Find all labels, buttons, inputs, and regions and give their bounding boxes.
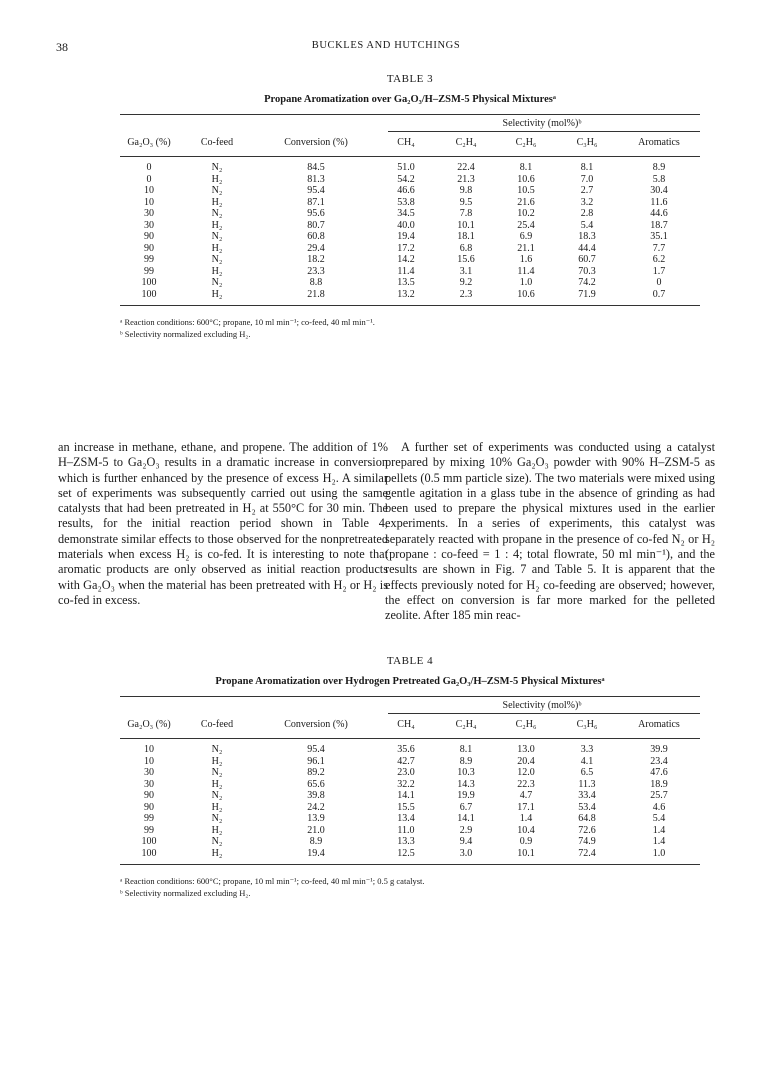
table-cell: 99 (144, 824, 154, 836)
table-cell: H₂ (211, 824, 223, 836)
selectivity-rule (388, 713, 700, 714)
table-cell: 11.6 (650, 196, 668, 208)
table-row (120, 174, 700, 186)
table-cell: 0 (146, 173, 152, 185)
selectivity-header (120, 697, 700, 715)
table-cell: 24.2 (307, 801, 325, 813)
table-cell: 6.9 (519, 231, 533, 242)
footnote-b: ᵇ Selectivity normalized excluding H₂. (120, 329, 251, 339)
table-cell: 3.3 (580, 744, 594, 755)
table-cell: H₂ (211, 288, 223, 300)
table-cell: 1.7 (652, 265, 666, 277)
table-cell: 21.6 (517, 196, 535, 208)
table-cell: 3.2 (580, 196, 594, 208)
table-cell: 18.7 (650, 219, 668, 231)
table-cell: 1.4 (652, 824, 666, 836)
table-cell: 10.1 (457, 219, 475, 231)
table-cell: 9.8 (459, 185, 473, 196)
table-cell: N₂ (211, 162, 223, 173)
table-cell: 5.4 (652, 813, 666, 824)
table-cell: 1.0 (519, 277, 533, 288)
table-cell: 4.6 (652, 801, 666, 813)
table-cell: 25.7 (650, 790, 668, 801)
table-cell: 13.4 (397, 813, 415, 824)
table-cell: 8.8 (309, 277, 323, 288)
column-header-row (120, 715, 700, 735)
table-cell: 33.4 (578, 790, 596, 801)
table-cell: 13.2 (397, 288, 415, 300)
table-cell: N₂ (211, 231, 223, 242)
column-header-row (120, 133, 700, 153)
table-cell: H₂ (211, 847, 223, 859)
table-cell: 35.1 (650, 231, 668, 242)
table-cell: 65.6 (307, 778, 325, 790)
table-cell: 53.4 (578, 801, 596, 813)
table-cell: 29.4 (307, 242, 325, 254)
table-cell: 7.7 (652, 242, 666, 254)
table-cell: 13.3 (397, 836, 415, 847)
table-cell: 15.6 (457, 254, 475, 265)
table-label: TABLE 3 (386, 73, 434, 85)
table-cell: 14.3 (457, 778, 475, 790)
table-row (120, 836, 700, 848)
table-cell: 10.4 (517, 824, 535, 836)
table-cell: 10.6 (517, 173, 535, 185)
table-cell: 2.3 (459, 288, 473, 300)
column-header: Ga₂O₃ (%) (127, 719, 171, 731)
table-row (120, 243, 700, 255)
table-cell: 21.0 (307, 824, 325, 836)
table-row (120, 254, 700, 266)
table-cell: 90 (144, 231, 154, 242)
table-cell: 13.5 (397, 277, 415, 288)
table-cell: 17.2 (397, 242, 415, 254)
table-caption: Propane Aromatization over Hydrogen Pretreated Ga₂O₃/H–ZSM-5 Physical Mixturesᵃ (215, 676, 605, 687)
table-cell: 19.4 (397, 231, 415, 242)
table-cell: H₂ (211, 196, 223, 208)
table-cell: 74.2 (578, 277, 596, 288)
table-cell: 90 (144, 242, 154, 254)
table-cell: 25.4 (517, 219, 535, 231)
table-cell: N₂ (211, 277, 223, 288)
table-cell: N₂ (211, 185, 223, 196)
column-header: C₂H₄ (455, 137, 477, 149)
table-cell: 7.0 (580, 173, 594, 185)
table-cell: 64.8 (578, 813, 596, 824)
table-cell: 1.4 (652, 836, 666, 847)
table-cell: 11.4 (517, 265, 535, 277)
table-row (120, 208, 700, 220)
table-cell: 11.3 (578, 778, 596, 790)
table-4 (120, 655, 700, 899)
table-cell: N₂ (211, 836, 223, 847)
table-cell: 90 (144, 801, 154, 813)
table-cell: H₂ (211, 801, 223, 813)
table-cell: 6.7 (459, 801, 473, 813)
table-cell: 10.5 (517, 185, 535, 196)
table-cell: 100 (141, 288, 157, 300)
table-cell: 10.1 (517, 847, 535, 859)
column-header: CH₄ (397, 719, 415, 731)
table-cell: 0.9 (519, 836, 533, 847)
table-cell: 87.1 (307, 196, 325, 208)
table-cell: H₂ (211, 755, 223, 767)
table-cell: 44.6 (650, 208, 668, 219)
table-cell: 23.4 (650, 755, 668, 767)
running-head: BUCKLES AND HUTCHINGS (311, 40, 461, 51)
table-cell: 51.0 (397, 162, 415, 173)
table-cell: 23.0 (397, 767, 415, 778)
table-cell: 10 (144, 755, 154, 767)
selectivity-header (120, 115, 700, 133)
column-header: Aromatics (638, 137, 680, 149)
table-cell: 4.7 (519, 790, 533, 801)
table-cell: 23.3 (307, 265, 325, 277)
table-cell: 1.4 (519, 813, 533, 824)
table-cell: 70.3 (578, 265, 596, 277)
table-cell: 89.2 (307, 767, 325, 778)
table-cell: 5.8 (652, 173, 666, 185)
table-cell: 19.4 (307, 847, 325, 859)
table-cell: 22.4 (457, 162, 475, 173)
table-cell: 81.3 (307, 173, 325, 185)
table-cell: 30 (144, 767, 154, 778)
table-cell: 44.4 (578, 242, 596, 254)
table-cell: 39.9 (650, 744, 668, 755)
table-head-rule (120, 156, 700, 157)
table-cell: 0 (146, 162, 152, 173)
table-cell: 21.8 (307, 288, 325, 300)
table-cell: 14.1 (457, 813, 475, 824)
table-cell: 2.7 (580, 185, 594, 196)
table-cell: 90 (144, 790, 154, 801)
table-cell: 40.0 (397, 219, 415, 231)
table-cell: 7.8 (459, 208, 473, 219)
column-header: C₃H₆ (576, 719, 598, 731)
table-cell: 99 (144, 813, 154, 824)
table-cell: 30 (144, 208, 154, 219)
table-cell: 6.2 (652, 254, 666, 265)
table-cell: N₂ (211, 790, 223, 801)
table-cell: 0.7 (652, 288, 666, 300)
table-cell: 30.4 (650, 185, 668, 196)
table-cell: 15.5 (397, 801, 415, 813)
table-cell: 6.8 (459, 242, 473, 254)
table-cell: 2.9 (459, 824, 473, 836)
table-cell: 34.5 (397, 208, 415, 219)
table-cell: 9.2 (459, 277, 473, 288)
table-cell: 53.8 (397, 196, 415, 208)
table-cell: 32.2 (397, 778, 415, 790)
table-cell: 13.0 (517, 744, 535, 755)
table-cell: 10 (144, 744, 154, 755)
table-cell: 9.4 (459, 836, 473, 847)
table-cell: 99 (144, 265, 154, 277)
table-cell: 72.6 (578, 824, 596, 836)
table-cell: 95.4 (307, 185, 325, 196)
table-cell: 71.9 (578, 288, 596, 300)
table-cell: N₂ (211, 767, 223, 778)
table-row (120, 220, 700, 232)
selectivity-header-label: Selectivity (mol%)ᵇ (502, 700, 582, 711)
table-caption: Propane Aromatization over Ga₂O₃/H–ZSM-5 Physical Mixturesᵃ (264, 94, 556, 105)
table-cell: N₂ (211, 208, 223, 219)
table-3-head (120, 133, 700, 153)
table-row (120, 289, 700, 301)
column-header: C₂H₄ (455, 719, 477, 731)
column-header: C₃H₆ (576, 137, 598, 149)
table-cell: 21.3 (457, 173, 475, 185)
column-header: Ga₂O₃ (%) (127, 137, 171, 149)
table-cell: 0 (656, 277, 662, 288)
table-cell: 8.9 (459, 755, 473, 767)
table-cell: N₂ (211, 254, 223, 265)
table-cell: 4.1 (580, 755, 594, 767)
table-cell: 95.6 (307, 208, 325, 219)
table-cell: H₂ (211, 173, 223, 185)
table-row (120, 231, 700, 243)
table-cell: 8.1 (519, 162, 533, 173)
table-cell: 80.7 (307, 219, 325, 231)
table-row (120, 277, 700, 289)
table-cell: 8.9 (652, 162, 666, 173)
table-cell: 30 (144, 219, 154, 231)
table-cell: 8.1 (580, 162, 594, 173)
table-label: TABLE 4 (386, 655, 434, 667)
table-row (120, 266, 700, 278)
column-header: Conversion (%) (284, 719, 348, 731)
page-number: 38 (56, 40, 68, 54)
body-paragraph-right: A further set of experiments was conducted using a catalyst prepared by mixing 10% Ga₂O₃ powder with 90% H–ZSM-5 as pellets (0.5 mm particle size). The two materials were mixed using gentle agitation in a glass tube in the absence of grinding as had been used to prepare the physical mixtures used in the earlier experiments. In a series of experiments, this catalyst was separately reacted with propane in the presence of co-fed N₂ or H₂ (propane : co-feed = 1 : 4; total flowrate, 50 ml min⁻¹), and the results are shown in Fig. 7 and Table 5. It is apparent that the effects previously noted for H₂ co-feeding are observed; however, the effect on conversion is far more marked for the pelleted zeolite. After 185 min reac- (385, 440, 715, 623)
table-row (120, 162, 700, 174)
table-cell: 3.1 (459, 265, 473, 277)
table-cell: H₂ (211, 219, 223, 231)
table-4-body (120, 744, 700, 859)
table-cell: 17.1 (517, 801, 535, 813)
column-header: CH₄ (397, 137, 415, 149)
table-row (120, 756, 700, 768)
table-cell: 10 (144, 196, 154, 208)
column-header: Co-feed (200, 719, 234, 731)
table-row (120, 744, 700, 756)
table-row (120, 767, 700, 779)
table-cell: 5.4 (580, 219, 594, 231)
footnote-a: ᵃ Reaction conditions: 600°C; propane, 10 ml min⁻¹; co-feed, 40 ml min⁻¹; 0.5 g catalyst. (120, 876, 425, 886)
table-head-rule (120, 738, 700, 739)
table-cell: 10 (144, 185, 154, 196)
table-cell: 22.3 (517, 778, 535, 790)
table-cell: 95.4 (307, 744, 325, 755)
table-row (120, 825, 700, 837)
table-row (120, 802, 700, 814)
table-cell: 19.9 (457, 790, 475, 801)
table-cell: H₂ (211, 778, 223, 790)
table-cell: 14.1 (397, 790, 415, 801)
table-cell: N₂ (211, 744, 223, 755)
table-row (120, 790, 700, 802)
table-cell: 30 (144, 778, 154, 790)
table-cell: H₂ (211, 265, 223, 277)
table-cell: 12.5 (397, 847, 415, 859)
table-cell: 39.8 (307, 790, 325, 801)
table-cell: 9.5 (459, 196, 473, 208)
column-header: Aromatics (638, 719, 680, 731)
table-cell: 60.7 (578, 254, 596, 265)
table-cell: 54.2 (397, 173, 415, 185)
body-paragraph-left: an increase in methane, ethane, and propene. The addition of 1% H–ZSM-5 to Ga₂O₃ results in a dramatic increase in conversion which is further enhanced by the presence of excess H₂. A similar set of experiments was subsequently carried out using the same catalysts that had been pretreated in H₂ at 550°C for 30 min. The results, for the initial reaction period shown in Table 4, demonstrate similar effects to those observed for the nonpretreated materials when excess H₂ is co-fed. It is interesting to note that aromatic products are only observed as initial reaction products with Ga₂O₃ when the material has been pretreated with H₂ or H₂ is co-fed in excess. (58, 440, 388, 607)
table-cell: 20.4 (517, 755, 535, 767)
page-header (56, 40, 716, 56)
table-cell: 10.6 (517, 288, 535, 300)
table-3 (120, 73, 700, 340)
table-cell: 8.9 (309, 836, 323, 847)
table-cell: 35.6 (397, 744, 415, 755)
table-cell: 100 (141, 277, 157, 288)
table-cell: 12.0 (517, 767, 535, 778)
table-cell: 84.5 (307, 162, 325, 173)
table-cell: 2.8 (580, 208, 594, 219)
footnote-b: ᵇ Selectivity normalized excluding H₂. (120, 888, 251, 898)
footnote-a: ᵃ Reaction conditions: 600°C; propane, 10 ml min⁻¹; co-feed, 40 ml min⁻¹. (120, 317, 375, 327)
table-row (120, 813, 700, 825)
selectivity-rule (388, 131, 700, 132)
table-cell: 47.6 (650, 767, 668, 778)
table-cell: N₂ (211, 813, 223, 824)
table-cell: 10.2 (517, 208, 535, 219)
table-cell: 18.9 (650, 778, 668, 790)
column-header: Co-feed (200, 137, 234, 149)
table-cell: 72.4 (578, 847, 596, 859)
table-cell: 3.0 (459, 847, 473, 859)
table-cell: 46.6 (397, 185, 415, 196)
table-row (120, 848, 700, 860)
table-cell: 10.3 (457, 767, 475, 778)
table-row (120, 779, 700, 791)
column-header: Conversion (%) (284, 137, 348, 149)
table-cell: 6.5 (580, 767, 594, 778)
table-cell: 14.2 (397, 254, 415, 265)
selectivity-header-label: Selectivity (mol%)ᵇ (502, 118, 582, 129)
table-row (120, 197, 700, 209)
table-cell: 11.0 (397, 824, 415, 836)
table-3-body (120, 162, 700, 300)
column-header: C₂H₆ (515, 137, 537, 149)
table-cell: 13.9 (307, 813, 325, 824)
table-cell: 1.0 (652, 847, 666, 859)
table-cell: 100 (141, 836, 157, 847)
table-cell: 18.3 (578, 231, 596, 242)
table-cell: 21.1 (517, 242, 535, 254)
table-row (120, 185, 700, 197)
table-cell: 96.1 (307, 755, 325, 767)
table-cell: 42.7 (397, 755, 415, 767)
table-cell: 11.4 (397, 265, 415, 277)
table-cell: 74.9 (578, 836, 596, 847)
table-4-head (120, 715, 700, 735)
table-cell: 1.6 (519, 254, 533, 265)
column-header: C₂H₆ (515, 719, 537, 731)
table-cell: 60.8 (307, 231, 325, 242)
table-cell: 8.1 (459, 744, 473, 755)
table-cell: H₂ (211, 242, 223, 254)
table-cell: 99 (144, 254, 154, 265)
table-cell: 18.2 (307, 254, 325, 265)
table-cell: 100 (141, 847, 157, 859)
table-cell: 18.1 (457, 231, 475, 242)
